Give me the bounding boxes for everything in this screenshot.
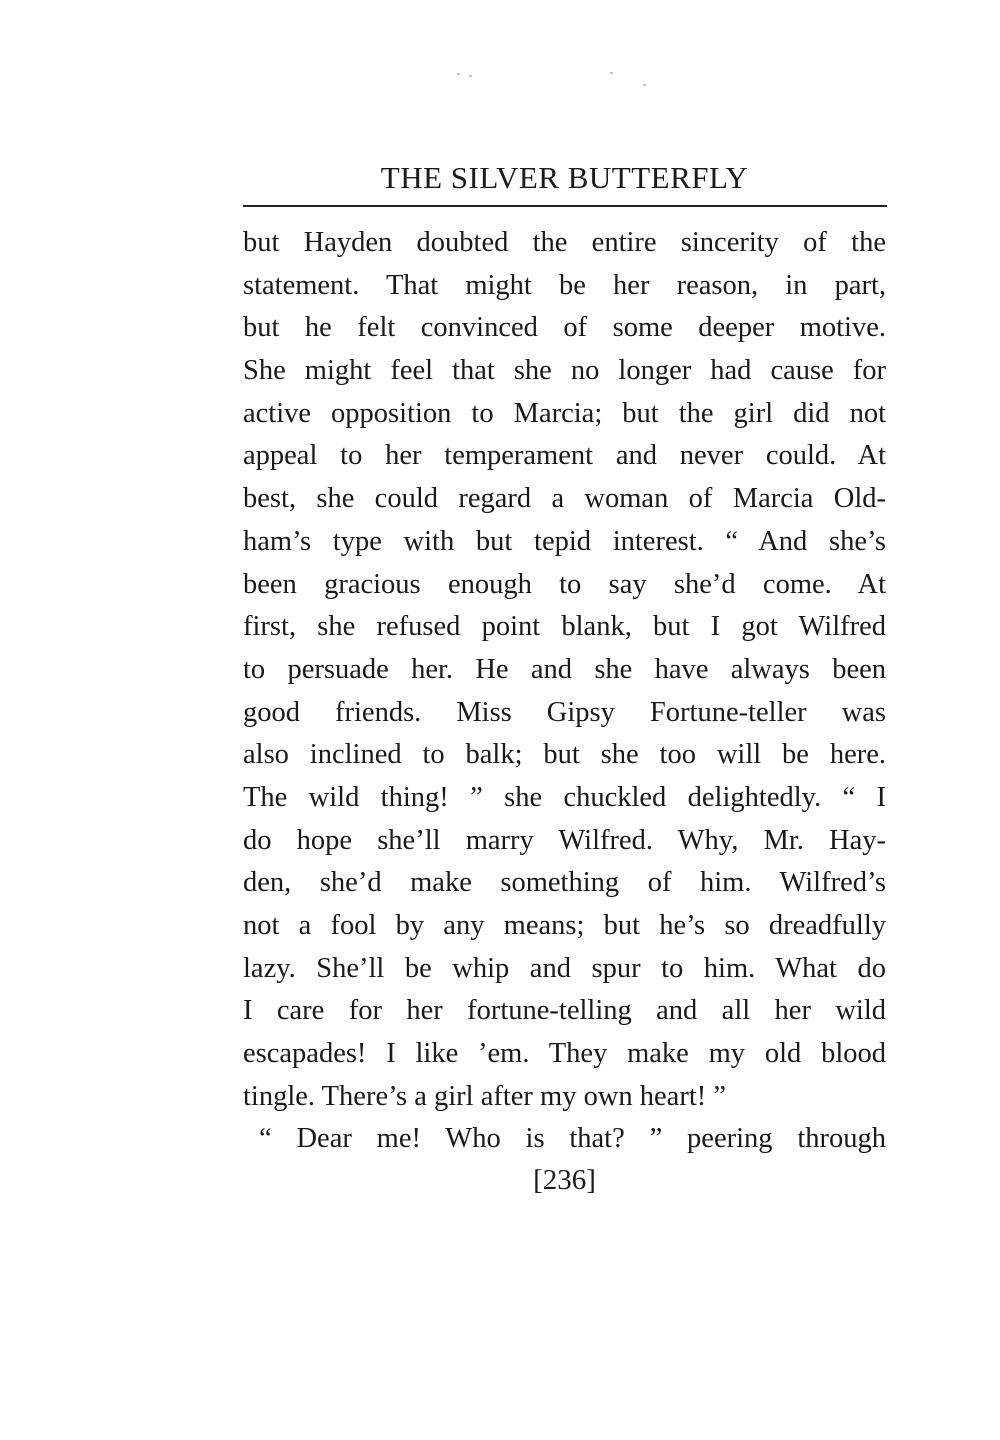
text-line: also inclined to balk; but she too will be here. — [243, 739, 886, 771]
scan-speck — [610, 72, 613, 74]
text-line: I care for her fortune-telling and all her wild — [243, 995, 886, 1027]
text-line: been gracious enough to say she’d come. At — [243, 568, 886, 600]
text-line: first, she refused point blank, but I got Wilfred — [243, 611, 886, 643]
text-line: ham’s type with but tepid interest. “ And she’s — [243, 525, 886, 557]
text-line: appeal to her temperament and never could. At — [243, 440, 886, 472]
running-head: THE SILVER BUTTERFLY — [380, 160, 749, 195]
scan-speck — [457, 73, 460, 75]
scan-speck — [469, 75, 472, 77]
text-line: She might feel that she no longer had cause for — [243, 355, 886, 387]
text-line: lazy. She’ll be whip and spur to him. What do — [243, 952, 886, 984]
text-line: den, she’d make something of him. Wilfred’s — [243, 867, 886, 899]
text-line: The wild thing! ” she chuckled delightedly. “ I — [243, 781, 886, 813]
text-line: tingle. There’s a girl after my own heart! ” — [243, 1080, 726, 1112]
scan-specks — [455, 70, 655, 90]
text-line: best, she could regard a woman of Marcia Old- — [243, 483, 886, 515]
text-line: do hope she’ll marry Wilfred. Why, Mr. Hay- — [243, 824, 886, 856]
text-line: escapades! I like ’em. They make my old blood — [243, 1038, 886, 1070]
text-line: not a fool by any means; but he’s so dreadfully — [243, 910, 886, 941]
scan-speck — [643, 84, 646, 86]
text-line: to persuade her. He and she have always been — [243, 653, 886, 685]
text-line: active opposition to Marcia; but the girl did not — [243, 397, 886, 429]
text-line: but he felt convinced of some deeper motive. — [243, 312, 886, 344]
page-number: [236] — [533, 1164, 596, 1196]
text-line: “ Dear me! Who is that? ” peering through — [259, 1123, 886, 1155]
text-line: but Hayden doubted the entire sincerity of the — [243, 227, 886, 258]
header-rule — [243, 205, 887, 207]
body-text — [243, 222, 886, 1161]
text-line: statement. That might be her reason, in part, — [243, 269, 886, 301]
text-line: good friends. Miss Gipsy Fortune-teller was — [243, 696, 886, 728]
